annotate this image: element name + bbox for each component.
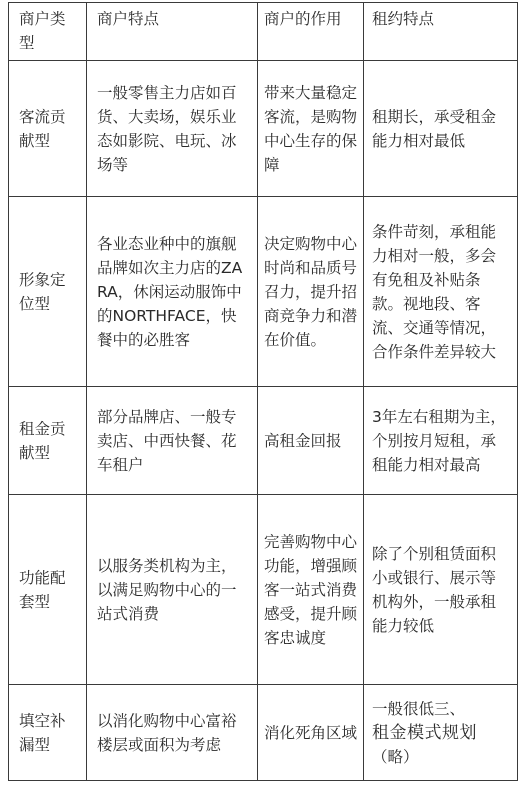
lease-features-cell: 条件苛刻，承租能力相对一般，多会有免租及补贴条款。视地段、客流、交通等情况，合作条件差异较大 (364, 197, 518, 387)
header-row (9, 3, 518, 61)
merchant-type-cell: 客流贡献型 (9, 61, 87, 197)
merchant-role-cell: 决定购物中心时尚和品质号召力，提升招商竞争力和潜在价值。 (258, 197, 364, 387)
merchant-role-cell: 消化死角区域 (258, 685, 364, 781)
merchant-table (8, 2, 518, 781)
lease-features-cell: 3年左右租期为主，个别按月短租，承租能力相对最高 (364, 387, 518, 495)
table-row (9, 685, 518, 781)
omitted-note: （略） (372, 747, 419, 766)
table-row (9, 495, 518, 685)
merchant-type-cell: 填空补漏型 (9, 685, 87, 781)
header-merchant-role: 商户的作用 (258, 3, 364, 61)
lease-text-line: 一般很低三、 (372, 699, 466, 718)
merchant-role-cell: 完善购物中心功能，增强顾客一站式消费感受，提升顾客忠诚度 (258, 495, 364, 685)
merchant-type-cell: 租金贡献型 (9, 387, 87, 495)
merchant-features-cell: 一般零售主力店如百货、大卖场，娱乐业态如影院、电玩、冰场等 (87, 61, 258, 197)
table-row (9, 197, 518, 387)
merchant-features-cell: 以消化购物中心富裕楼层或面积为考虑 (87, 685, 258, 781)
merchant-features-cell: 部分品牌店、一般专卖店、中西快餐、花车租户 (87, 387, 258, 495)
table-row (9, 61, 518, 197)
merchant-type-cell: 功能配套型 (9, 495, 87, 685)
merchant-role-cell: 带来大量稳定客流，是购物中心生存的保障 (258, 61, 364, 197)
lease-features-cell: 租期长，承受租金能力相对最低 (364, 61, 518, 197)
header-merchant-type: 商户类型 (9, 3, 87, 61)
merchant-features-cell: 各业态业种中的旗舰品牌如次主力店的ZARA，休闲运动服饰中的NORTHFACE，快餐中的必胜客 (87, 197, 258, 387)
lease-features-cell: 除了个别租赁面积小或银行、展示等机构外，一般承租能力较低 (364, 495, 518, 685)
merchant-features-cell: 以服务类机构为主，以满足购物中心的一站式消费 (87, 495, 258, 685)
section-heading-rent-model: 租金模式规划 (372, 722, 477, 743)
merchant-type-cell: 形象定位型 (9, 197, 87, 387)
merchant-role-cell: 高租金回报 (258, 387, 364, 495)
header-lease-features: 租约特点 (364, 3, 518, 61)
header-merchant-features: 商户特点 (87, 3, 258, 61)
table-row (9, 387, 518, 495)
lease-features-cell (364, 685, 518, 781)
